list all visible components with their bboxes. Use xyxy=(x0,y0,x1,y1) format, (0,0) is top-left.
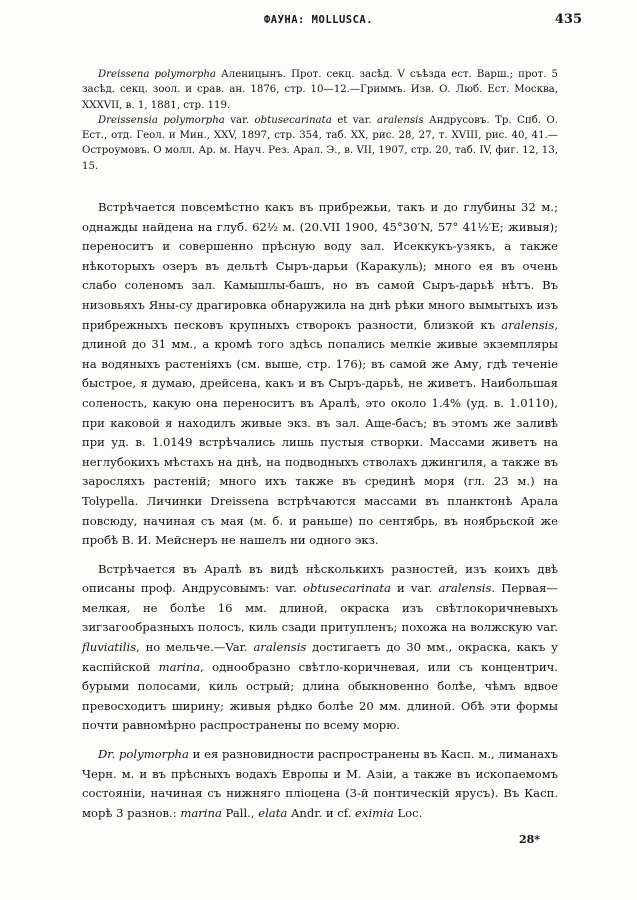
species-name: Dreissena polymorpha xyxy=(98,69,216,80)
text-run: и var. xyxy=(390,581,439,596)
reference-text: Аленицынъ. Прот. секц. засѣд. V съѣзда ест. Варш.; прот. 5 засѣд. секц. зоол. и срав. ан. 1876, стр. 10—12.—Гриммъ. Изв. О. Люб. Ест. Москва, XXXVII, в. 1, 1881, стр. 119. xyxy=(82,69,559,111)
variety-name: eximia xyxy=(355,805,394,820)
species-name: Dreissensia polymorpha xyxy=(98,114,225,126)
reference-entry xyxy=(82,67,558,113)
text-run: Встрѣчается въ Аралѣ въ видѣ нѣсколькихъ разностей, изъ коихъ двѣ описаны проф. Андрусовымъ: var. xyxy=(82,561,558,596)
text-run: и ея разновидности распространены въ Касп. м., лиманахъ Черн. м. и въ прѣсныхъ водахъ Европы и М. Азіи, а также въ ископаемомъ состояніи, начиная съ нижняго пліоцена (3-й понтическій ярусъ). Въ Касп. морѣ 3 разнов.: xyxy=(82,747,558,820)
text-run: , но мельче.—Var. xyxy=(136,640,254,655)
paragraph-distribution xyxy=(82,198,558,551)
variety-name: elata xyxy=(258,805,288,820)
variety-name: obtusecarinata xyxy=(302,581,391,596)
text-run: Andr. и cf. xyxy=(287,805,356,820)
body-text xyxy=(82,198,558,823)
variety-name: fluviatilis xyxy=(82,640,137,655)
text-run: , однообразно свѣтло-коричневая, или съ концентрич. бурыми полосами, киль острый; длина обыкновенно болѣе, чѣмъ вдвое превосходитъ ширину; живыя рѣдко болѣе 20 мм. длиной. Обѣ эти формы почти равномѣрно распространены по всему морю. xyxy=(82,659,558,733)
text-run: Pall., xyxy=(221,805,259,820)
variety-name: aralensis xyxy=(438,581,492,596)
reference-text: var. xyxy=(224,114,255,126)
reference-text: Андрусовъ. Тр. Спб. О. Ест., отд. Геол. и Мин., XXV, 1897, стр. 354, таб. XX, рис. 28, 27, т. XVIII, рис. 40, 41.—Остроумовъ. О молл. Ар. м. Науч. Рез. Арал. Э., в. VII, 1907, стр. 20, таб. IV, фиг. 12, 13, 15. xyxy=(82,114,558,172)
text-run: Встрѣчается повсемѣстно какъ въ прибрежьи, такъ и до глубины 32 м.; однажды найдена на глуб. 62½ м. (20.VII 1900, 45°30′N, 57° 41½′E; живыя); переноситъ и совершенно прѣсную воду зал. Исеккукъ-узякъ, а также нѣкоторыхъ озеръ въ дельтѣ Сыръ-дарьи (Каракуль); много ея въ очень слабо соленомъ зал. Камышлы-башъ, но въ самой Сыръ-дарьѣ нѣтъ. Въ низовьяхъ Яны-су драгировка обнаружила на днѣ рѣки много вымытыхъ изъ прибрежныхъ песковъ крупныхъ створокъ разности, близкой къ xyxy=(82,200,558,332)
paragraph-range xyxy=(82,745,558,823)
text-run: . Первая—мелкая, не болѣе 16 мм. длиной, окраска изъ свѣтлокоричневыхъ зигзагообразныхъ полосъ, киль сзади притупленъ; похожа на волжскую var. xyxy=(82,581,558,635)
text-run: , длиной до 31 мм., а кромѣ того здѣсь попались мелкіе живые экземпляры на водяныхъ растеніяхъ (см. выше, стр. 176); въ самой же Аму, гдѣ теченіе быстрое, я думаю, дрейсена, какъ и въ Сыръ-дарьѣ, не живетъ. Наибольшая соленость, какую она переноситъ въ Аралѣ, это около 1.4% (уд. в. 1.0110), при каковой я находилъ живые экз. въ зал. Аще-басъ; въ этомъ же заливѣ при уд. в. 1.0149 встрѣчались лишь пустыя створки. Массами живетъ на неглубокихъ мѣстахъ на днѣ, на подводныхъ стволахъ джингиля, а также въ заросляхъ растеній; много ихъ также въ срединѣ моря (гл. 23 м.) на Tolypella. Личинки Dreissena встрѣчаются массами въ планктонѣ Арала повсюду, начиная съ мая (м. б. и раньше) по сентябрь, въ ноябрьской же пробѣ В. И. Мейснеръ не нашелъ ни одного экз. xyxy=(82,317,558,548)
running-title: ФАУНА: MOLLUSCA. xyxy=(263,14,374,26)
text-run: Loc. xyxy=(393,805,423,820)
variety-name: aralensis xyxy=(501,317,555,332)
page-number: 435 xyxy=(554,12,582,27)
variety-name: marina xyxy=(158,659,201,674)
species-name: Dr. polymorpha xyxy=(98,747,189,762)
variety-name: obtusecarinata xyxy=(254,114,332,126)
variety-name: aralensis xyxy=(253,640,307,655)
text-run: достигаетъ до 30 мм., окраска, какъ у каспійской xyxy=(82,640,559,674)
reference-text: et var. xyxy=(331,114,378,126)
reference-entry xyxy=(82,113,558,174)
variety-name: marina xyxy=(180,805,222,820)
bibliography-references xyxy=(82,67,558,174)
variety-name: aralensis xyxy=(377,114,424,126)
page-header xyxy=(0,12,637,32)
paragraph-varieties xyxy=(82,560,558,736)
signature-mark: 28* xyxy=(518,833,540,846)
